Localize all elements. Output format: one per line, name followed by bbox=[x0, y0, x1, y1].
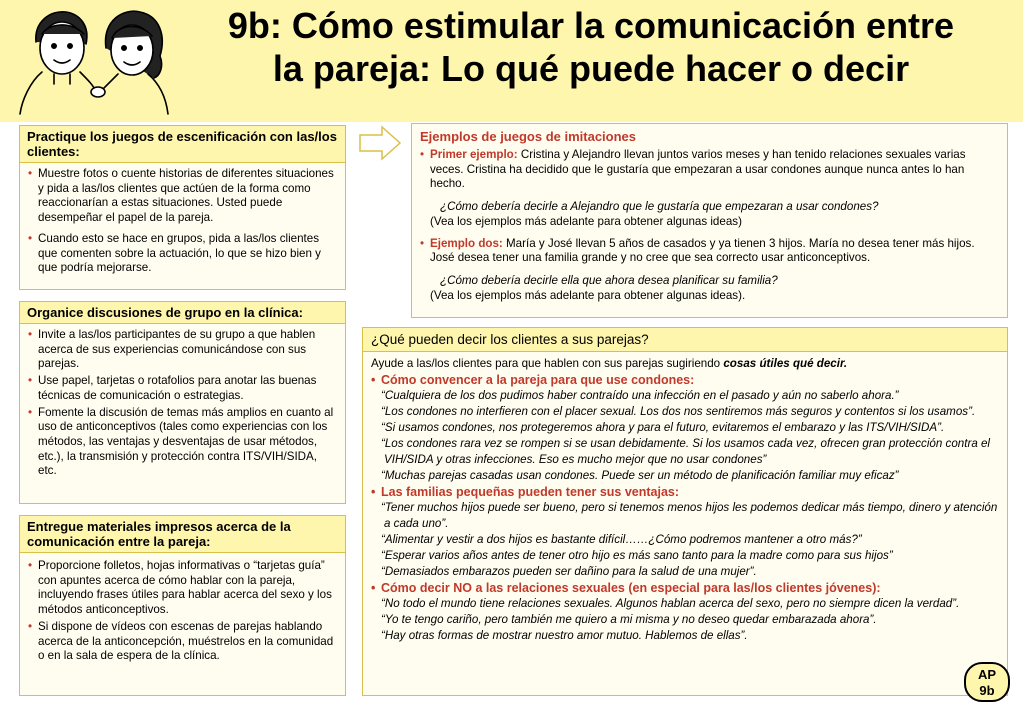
badge-line-2: 9b bbox=[979, 683, 995, 698]
quote: “Hay otras formas de mostrar nuestro amor mutuo. Hablemos de ellas”. bbox=[381, 629, 748, 642]
list-item: • Cuando esto se hace en grupos, pida a las/los clientes que comenten sobre la actuación, lo que se hizo bien y que podría mejorarse. bbox=[28, 232, 337, 276]
title-line-1: 9b: Cómo estimular la comunicación entre bbox=[227, 5, 955, 46]
what-to-say-box bbox=[362, 327, 1008, 696]
group-discussion-heading: Organice discusiones de grupo en la clínica: bbox=[20, 302, 345, 324]
example-one-text: Cristina y Alejandro llevan juntos varios meses y han tenido relaciones sexuales varias veces. Cristina ha decidido que le gustaría que empezaran a usar condones aunque nunca antes lo han hecho. bbox=[430, 148, 966, 191]
list-item: • Fomente la discusión de temas más amplios en cuanto al uso de anticonceptivos (tales como experiencias con los métodos, las ventajas y desventajas de usar métodos, etc.), la transmisión y protección contra ITS/VIH/SIDA, etc. bbox=[28, 406, 337, 480]
printed-materials-box bbox=[19, 515, 346, 696]
group-discussion-box bbox=[19, 301, 346, 504]
title-line-2: la pareja: Lo qué puede hacer o decir bbox=[272, 48, 910, 89]
section-title-condoms: • Cómo convencer a la pareja para que use condones: bbox=[371, 372, 999, 388]
quote: “Si usamos condones, nos protegeremos ahora y para el futuro, evitaremos el embarazo y las ITS/VIH/SIDA”. bbox=[381, 421, 945, 434]
example-two bbox=[420, 237, 999, 304]
example-two-text: María y José llevan 5 años de casados y ya tienen 3 hijos. María no desea tener más hijos. José desea tener una familia grande y no cree que sea correcto usar anticonceptivos. bbox=[430, 236, 975, 265]
page-title bbox=[160, 4, 1022, 90]
example-one-question: ¿Cómo debería decirle a Alejandro que le gustaría que empezaran a usar condones? bbox=[440, 200, 879, 214]
example-two-note: (Vea los ejemplos más adelante para obtener algunas ideas). bbox=[430, 288, 746, 302]
intro-text: Ayude a las/los clientes para que hablen con sus parejas sugiriendo cosas útiles qué decir. bbox=[371, 357, 848, 370]
quote: “Los condones no interfieren con el placer sexual. Los dos nos sentiremos más seguros y contentos si los usamos”. bbox=[381, 405, 976, 418]
quote: “Tener muchos hijos puede ser bueno, pero si tenemos menos hijos les podemos dedicar más tiempo, dinero y atención a cada uno”. bbox=[381, 501, 998, 530]
quote: “Cualquiera de los dos pudimos haber contraído una infección en el pasado y aún no saberlo ahora.” bbox=[381, 389, 899, 402]
section-title-saying-no: • Cómo decir NO a las relaciones sexuales (en especial para las/los clientes jóvenes): bbox=[371, 580, 999, 596]
quote: “Esperar varios años antes de tener otro hijo es más sano tanto para la madre como para sus hijos” bbox=[381, 549, 893, 562]
example-two-label: Ejemplo dos: bbox=[430, 236, 503, 250]
quote: “Yo te tengo cariño, pero también me quiero a mi misma y no deseo quedar embarazada ahora”. bbox=[381, 613, 877, 626]
example-one-label: Primer ejemplo: bbox=[430, 148, 518, 161]
example-two-question: ¿Cómo debería decirle ella que ahora desea planificar su familia? bbox=[440, 273, 778, 287]
page-code-badge bbox=[964, 662, 1010, 702]
list-item: • Si dispone de vídeos con escenas de parejas hablando acerca de la anticoncepción, muéstrelos en la comunidad o en la sala de espera de la clínica. bbox=[28, 620, 337, 664]
list-item: • Muestre fotos o cuente historias de diferentes situaciones y pida a las/los clientes que actúen de la forma como reaccionarían a estas situaciones. Usted puede desempeñar el papel de la pareja. bbox=[28, 167, 337, 226]
quote: “Los condones rara vez se rompen si se usan debidamente. Si los usamos cada vez, ofrecen gran protección contra el VIH/SIDA y otras infecciones. Eso es mucho mejor que no usar condones” bbox=[381, 437, 991, 466]
printed-materials-heading: Entregue materiales impresos acerca de la comunicación entre la pareja: bbox=[20, 516, 345, 553]
quote: “Alimentar y vestir a dos hijos es bastante difícil……¿Cómo podremos mantener a otro más?” bbox=[381, 533, 862, 546]
what-to-say-heading: ¿Qué pueden decir los clientes a sus parejas? bbox=[363, 328, 1007, 352]
section-title-small-families: • Las familias pequeñas pueden tener sus ventajas: bbox=[371, 484, 999, 500]
intro-emphasis: cosas útiles qué decir. bbox=[723, 357, 848, 370]
quote: “Muchas parejas casadas usan condones. Puede ser un método de planificación familiar muy eficaz” bbox=[381, 469, 899, 482]
role-play-examples-box bbox=[411, 123, 1008, 318]
list-item: • Proporcione folletos, hojas informativas o “tarjetas guía” con apuntes acerca de cómo hablar con la pareja, incluyendo frases útiles para hablar acerca del sexo y los métodos anticonceptivos. bbox=[28, 559, 337, 618]
example-one-note: (Vea los ejemplos más adelante para obtener algunas ideas) bbox=[430, 214, 742, 228]
quote: “No todo el mundo tiene relaciones sexuales. Algunos hablan acerca del sexo, pero no siempre dicen la verdad”. bbox=[381, 597, 960, 610]
list-item: • Use papel, tarjetas o rotafolios para anotar las buenas técnicas de comunicación o estrategias. bbox=[28, 374, 337, 403]
couple-illustration bbox=[14, 4, 184, 116]
badge-line-1: AP bbox=[977, 667, 997, 682]
list-item: • Invite a las/los participantes de su grupo a que hablen acerca de sus experiencias comunicándose con sus parejas. bbox=[28, 328, 337, 372]
arrow-right-icon bbox=[358, 125, 402, 161]
examples-heading: Ejemplos de juegos de imitaciones bbox=[420, 129, 637, 144]
example-one bbox=[420, 148, 999, 230]
role-play-box bbox=[19, 125, 346, 290]
quote: “Demasiados embarazos pueden ser dañino para la salud de una mujer”. bbox=[381, 565, 757, 578]
role-play-heading: Practique los juegos de escenificación con las/los clientes: bbox=[20, 126, 345, 163]
